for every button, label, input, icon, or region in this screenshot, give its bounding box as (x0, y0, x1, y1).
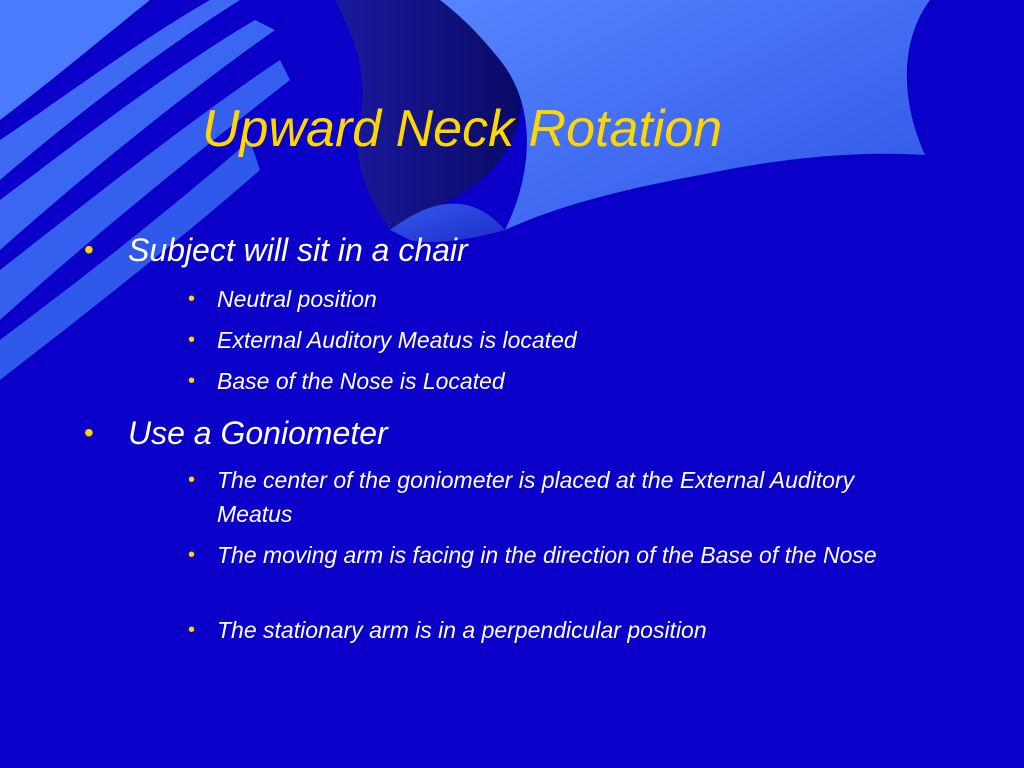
bullet-dot-icon: • (188, 370, 196, 392)
bullet-level2-text: External Auditory Meatus is located (217, 327, 577, 353)
bullet-level2-item (188, 613, 928, 647)
bullet-level1-text: Subject will sit in a chair (128, 232, 468, 268)
bullet-level2-item (188, 463, 928, 531)
bullet-level2-item (188, 538, 928, 572)
slide-title: Upward Neck Rotation (202, 100, 723, 158)
bullet-dot-icon: • (84, 417, 94, 448)
bullet-dot-icon: • (188, 469, 196, 491)
bullet-level2-text: Neutral position (217, 286, 377, 312)
bullet-dot-icon: • (84, 234, 94, 265)
bullet-level2-item (188, 282, 928, 316)
bullet-level2-text: The moving arm is facing in the direction of the Base of the Nose (217, 542, 877, 568)
bullet-level2-text: Base of the Nose is Located (217, 368, 505, 394)
bullet-level2-text: The stationary arm is in a perpendicular position (217, 617, 707, 643)
bullet-dot-icon: • (188, 329, 196, 351)
bullet-dot-icon: • (188, 544, 196, 566)
bullet-level2-item (188, 323, 928, 357)
bullet-level2-item (188, 364, 928, 398)
bullet-dot-icon: • (188, 619, 196, 641)
bullet-level2-text: The center of the goniometer is placed at the External Auditory Meatus (217, 467, 855, 527)
bullet-dot-icon: • (188, 288, 196, 310)
bullet-level1-text: Use a Goniometer (128, 415, 388, 451)
